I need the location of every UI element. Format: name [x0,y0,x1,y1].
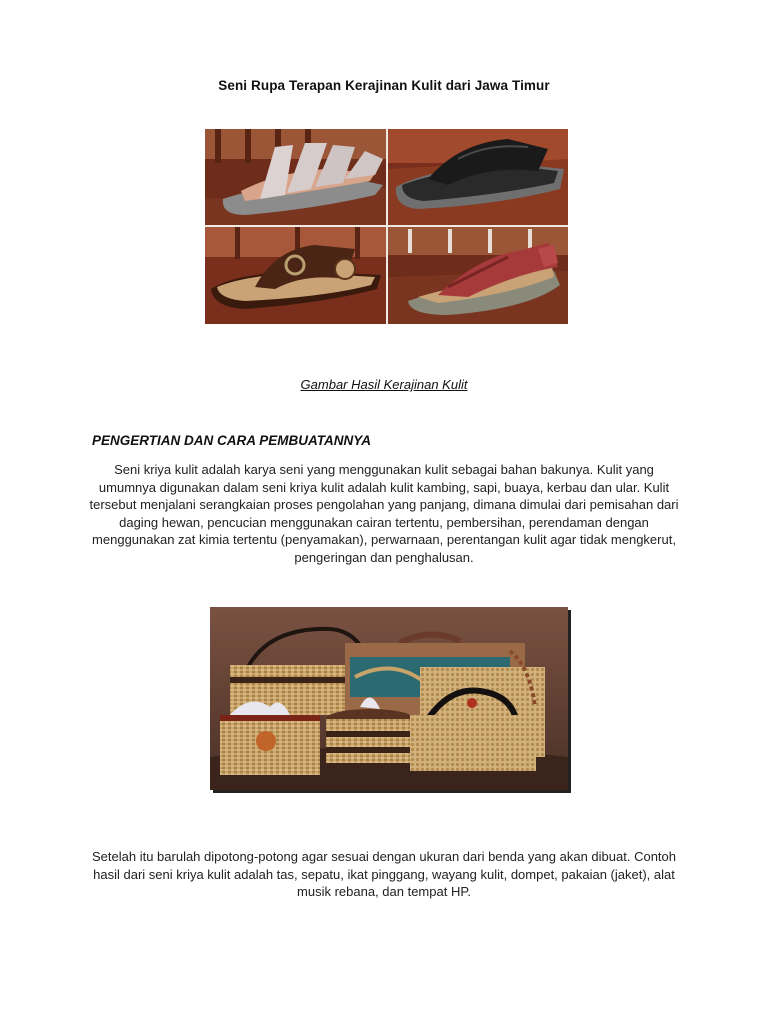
sandal-photo-brown [205,227,386,324]
paragraph-2: Setelah itu barulah dipotong-potong agar sesuai dengan ukuran dari benda yang akan dibuat. Contoh hasil dari seni kriya kulit adalah tas, sepatu, ikat pinggang, wayang kulit, dompet, pakaian (jaket), alat musik rebana, dan tempat HP. [92,849,676,900]
document-title: Seni Rupa Terapan Kerajinan Kulit dari Jawa Timur [218,78,550,93]
sandal-photo-red [388,227,568,324]
sandals-photo [205,129,568,324]
sandal-photo-pale-wedge [205,129,386,225]
section-heading: PENGERTIAN DAN CARA PEMBUATANNYA [92,433,372,448]
figure-caption: Gambar Hasil Kerajinan Kulit [300,377,468,392]
sandal-photo-black [388,129,568,225]
bags-photo [210,607,568,790]
paragraph-1: Seni kriya kulit adalah karya seni yang menggunakan kulit sebagai bahan bakunya. Kulit yang umumnya digunakan dalam seni kriya kulit adalah kulit kambing, sapi, buaya, kerbau dan ular. Kulit tersebut menjalani serangkaian proses pengolahan yang panjang, dimana dimulai dari pemisahan dari daging hewan, pencucian menggunakan cairan tertentu, pembersihan, perendaman dengan menggunakan zat kimia tertentu (penyamakan), perwarnaan, perentangan kulit agar tidak mengkerut, pengeringan dan penghalusan. [89,462,679,565]
